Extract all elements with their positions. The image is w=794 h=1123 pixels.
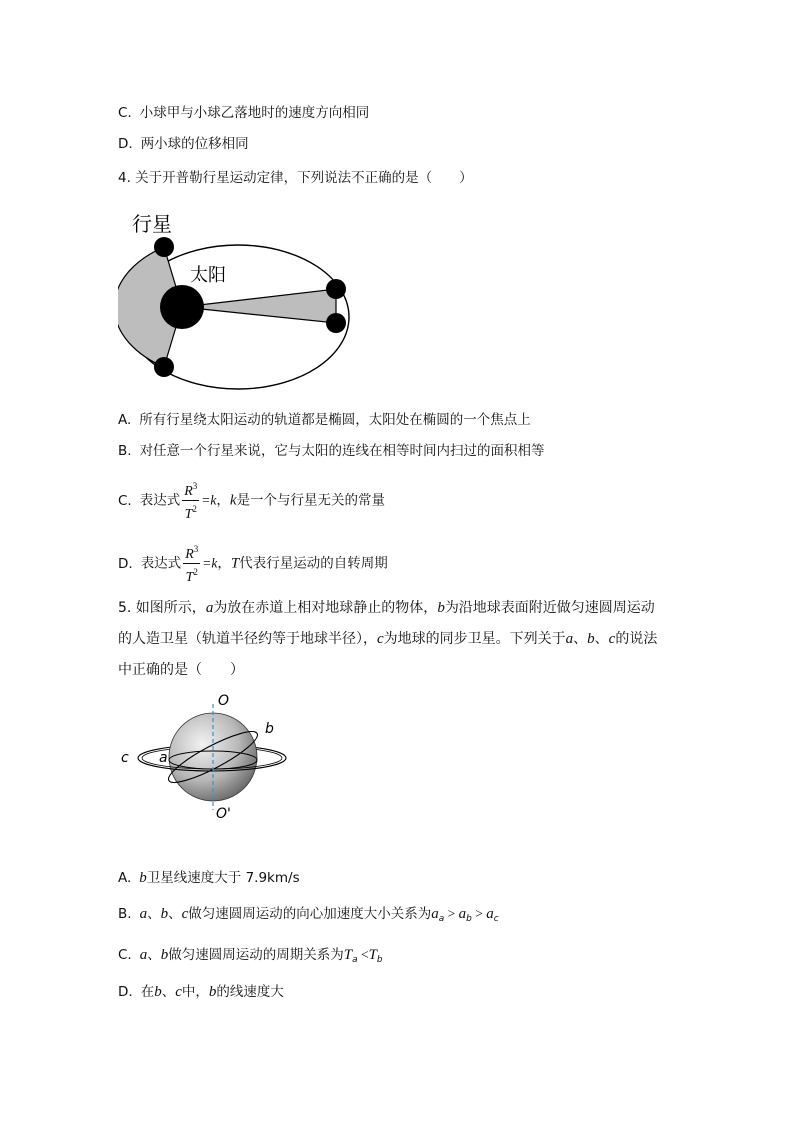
equals-k: =k (201, 492, 217, 508)
option-text: 的线速度大 (216, 984, 284, 1000)
q4-stem: 4. 关于开普勒行星运动定律，下列说法不正确的是（ ） (118, 170, 473, 186)
var-b: b (160, 906, 169, 922)
option-text: 做匀速圆周运动的周期关系为 (168, 947, 344, 963)
option-text: 代表行星运动的自转周期 (239, 555, 388, 572)
option-text: 做匀速圆周运动的向心加速度大小关系为 (188, 906, 432, 922)
kepler-fraction (182, 478, 199, 523)
denominator-exponent: 2 (193, 567, 198, 577)
comma: ， (217, 555, 231, 572)
var-b: b (587, 631, 595, 647)
planet (326, 313, 346, 333)
variable-t: T (230, 555, 240, 572)
sun (160, 285, 204, 329)
planet-label: 行星 (132, 212, 172, 236)
option-label: B. (118, 443, 132, 459)
var-a: a (205, 600, 214, 616)
label-o: O (218, 693, 230, 709)
option-prefix: 表达式 (139, 492, 181, 509)
equals-k: =k (202, 555, 218, 571)
separator: 、 (594, 631, 609, 647)
stem-text: 为放在赤道上相对地球静止的物体， (213, 600, 438, 616)
option-prefix: 表达式 (140, 555, 182, 572)
q3-option-d (118, 134, 249, 154)
var-c: c (181, 906, 189, 922)
period-a: T (343, 947, 353, 963)
swept-area-right (182, 289, 336, 323)
kepler-fraction (183, 541, 200, 586)
period-b: T (368, 947, 377, 963)
var-c: c (608, 631, 616, 647)
option-label: D. (118, 136, 133, 152)
kepler-figure (118, 205, 358, 395)
fraction-denominator: T (185, 570, 194, 585)
option-label: D. (118, 555, 133, 572)
q4-option-a (118, 410, 531, 430)
subscript-b: b (466, 914, 472, 924)
option-label: C. (118, 492, 132, 509)
var-a: a (139, 947, 148, 963)
option-label: A. (118, 412, 132, 428)
fraction-numerator: R (185, 547, 194, 562)
option-text: 卫星线速度大于 7.9km/s (146, 870, 300, 886)
q5-option-a (118, 868, 300, 888)
accel-c: a (486, 906, 494, 922)
label-o-prime: O' (216, 806, 231, 822)
label-a: a (159, 750, 168, 766)
stem-text: 的说法 (615, 631, 658, 647)
accel-a: a (431, 906, 439, 922)
numerator-exponent: 3 (193, 544, 199, 554)
var-b: b (208, 984, 217, 1000)
var-c: c (175, 984, 182, 1000)
planet (154, 237, 174, 257)
option-label: C. (118, 947, 132, 963)
subscript-b: b (376, 955, 383, 965)
var-b: b (139, 870, 147, 886)
lt: < (357, 947, 369, 962)
option-label: C. (118, 105, 132, 121)
stem-text: 的人造卫星（轨道半径约等于地球半径）， (118, 631, 377, 647)
option-label: B. (118, 906, 132, 922)
fraction-numerator: R (184, 484, 193, 499)
planet (326, 279, 346, 299)
planet (154, 357, 174, 377)
q5-option-c (118, 945, 383, 970)
fraction-denominator: T (184, 507, 193, 522)
gt: > (471, 906, 487, 921)
q5-option-d (118, 982, 284, 1002)
var-c: c (377, 631, 384, 647)
q5-stem-line1 (118, 598, 655, 618)
q4-option-d (118, 541, 388, 586)
accel-b: a (458, 906, 467, 922)
label-c: c (121, 750, 129, 766)
numerator-exponent: 3 (192, 481, 198, 491)
denominator-exponent: 2 (192, 504, 197, 514)
var-b: b (160, 947, 169, 963)
subscript-a: a (352, 955, 358, 965)
var-b: b (154, 984, 162, 1000)
q4-option-c (118, 478, 385, 523)
var-a: a (565, 631, 574, 647)
gt: > (444, 906, 459, 921)
var-b: b (437, 600, 445, 616)
var-a: a (139, 906, 148, 922)
option-label: A. (118, 870, 132, 886)
option-text: 是一个与行星无关的常量 (236, 492, 386, 509)
separator: 、 (573, 631, 588, 647)
comma: ， (216, 492, 230, 509)
label-b: b (265, 721, 274, 737)
stem-text: 为地球的同步卫星。下列关于 (383, 631, 566, 647)
separator: 、 (168, 906, 182, 922)
option-text: 对任意一个行星来说，它与太阳的连线在相等时间内扫过的面积相等 (139, 443, 545, 459)
option-text: 所有行星绕太阳运动的轨道都是椭圆，太阳处在椭圆的一个焦点上 (139, 412, 531, 428)
q5-stem-line3: 中正确的是（ ） (118, 662, 244, 678)
q4-option-b (118, 441, 545, 461)
subscript-a: a (438, 914, 445, 924)
option-text: 中， (181, 984, 209, 1000)
separator: 、 (161, 984, 176, 1000)
q5-stem-line2 (118, 629, 657, 649)
option-text: 小球甲与小球乙落地时的速度方向相同 (139, 105, 370, 121)
option-label: D. (118, 984, 133, 1000)
sun-label: 太阳 (190, 265, 226, 286)
option-text: 两小球的位移相同 (140, 136, 249, 152)
stem-text: 5. 如图所示， (118, 600, 206, 616)
variable-k: k (229, 492, 237, 509)
separator: 、 (147, 906, 161, 922)
q5-option-b (118, 904, 499, 929)
separator: 、 (147, 947, 161, 963)
option-text: 在 (140, 984, 155, 1000)
q3-option-c (118, 103, 369, 123)
earth-satellite-figure (118, 690, 308, 825)
subscript-c: c (493, 914, 499, 924)
stem-text: 为沿地球表面附近做匀速圆周运动 (444, 600, 655, 616)
